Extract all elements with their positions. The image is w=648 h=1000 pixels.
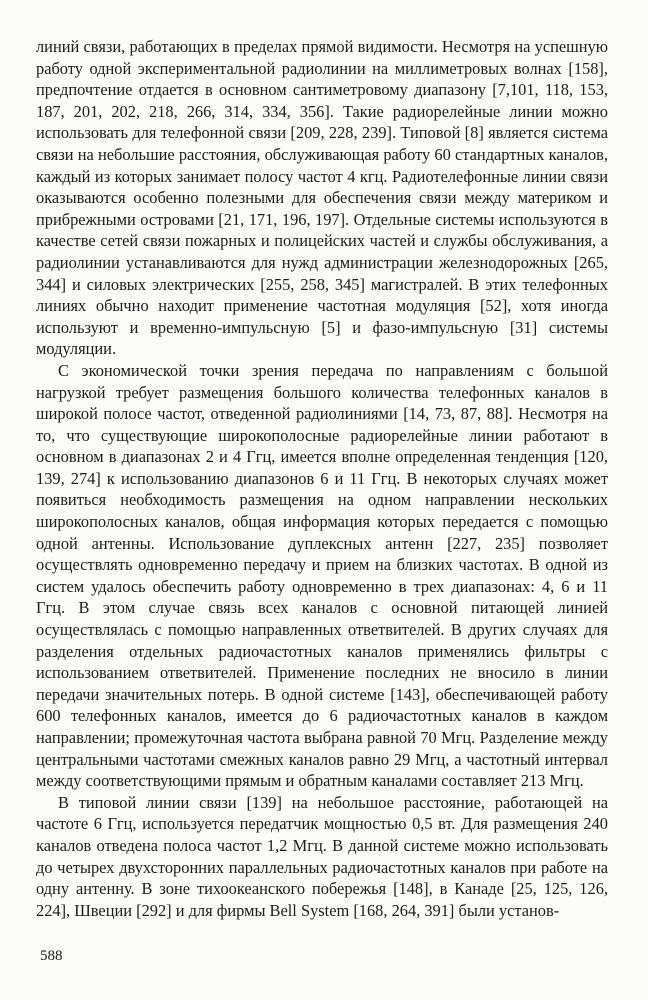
paragraph-economic-transmission: С экономической точки зрения передача по направлениям с большой нагрузкой требует размещения большого количества телефонных каналов в широкой полосе частот, отведенной радиолиниями [14, 73, 87, 88]. Несмотря на то, что существующие широкополосные радиорелейные линии работают в основном в диапазонах 2 и 4 Ггц, имеется вполне определенная тенденция [120, 139, 274] к использованию диапазонов 6 и 11 Ггц. В некоторых случаях может появиться необходимость размещения на одном направлении нескольких широкополосных каналов, общая информация которых передается с помощью одной антенны. Использование дуплексных антенн [227, 235] позволяет осуществлять одновременно передачу и прием на близких частотах. В одной из систем удалось обеспечить работу одновременно в трех диапазонах: 4, 6 и 11 Ггц. В этом случае связь всех каналов с основной питающей линией осуществлялась с помощью направленных ответвителей. В других случаях для разделения отдельных радиочастотных каналов применялись фильтры с использованием ответвителей. Применение последних не вносило в линии передачи значительных потерь. В одной системе [143], обеспечивающей работу 600 телефонных каналов, имеется до 6 радиочастотных каналов в каждом направлении; промежуточная частота выбрана равной 70 Мгц. Разделение между центральными частотами смежных каналов равно 29 Мгц, а частотный интервал между соответствующими прямым и обратным каналами составляет 213 Мгц. bbox=[36, 360, 608, 791]
page-number: 588 bbox=[40, 948, 63, 964]
paragraph-continued: линий связи, работающих в пределах прямой видимости. Несмотря на успешную работу одной экспериментальной радиолинии на миллиметровых волнах [158], предпочтение отдается в основном сантиметровому диапазону [7,101, 118, 153, 187, 201, 202, 218, 266, 314, 334, 356]. Такие радиорелейные линии можно использовать для телефонной связи [209, 228, 239]. Типовой [8] является система связи на небольшие расстояния, обслуживающая работу 60 стандартных каналов, каждый из которых занимает полосу частот 4 кгц. Радиотелефонные линии связи оказываются особенно полезными для обеспечения связи между материком и прибрежными островами [21, 171, 196, 197]. Отдельные системы используются в качестве сетей связи пожарных и полицейских частей и службы обслуживания, а радиолинии устанавливаются для нужд администрации железнодорожных [265, 344] и силовых электрических [255, 258, 345] магистралей. В этих телефонных линиях обычно находит применение частотная модуляция [52], хотя иногда используют и временно-импульсную [5] и фазо-импульсную [31] системы модуляции. bbox=[36, 37, 608, 359]
body-text bbox=[36, 36, 608, 921]
paragraph-typical-line: В типовой линии связи [139] на небольшое расстояние, работающей на частоте 6 Ггц, используется передатчик мощностью 0,5 вт. Для размещения 240 каналов отведена полоса частот 1,2 Мгц. В данной системе можно использовать до четырех двухсторонних параллельных радиочастотных каналов при работе на одну антенну. В зоне тихоокеанского побережья [148], в Канаде [25, 125, 126, 224], Швеции [292] и для фирмы Bell System [168, 264, 391] были установ- bbox=[36, 792, 608, 920]
